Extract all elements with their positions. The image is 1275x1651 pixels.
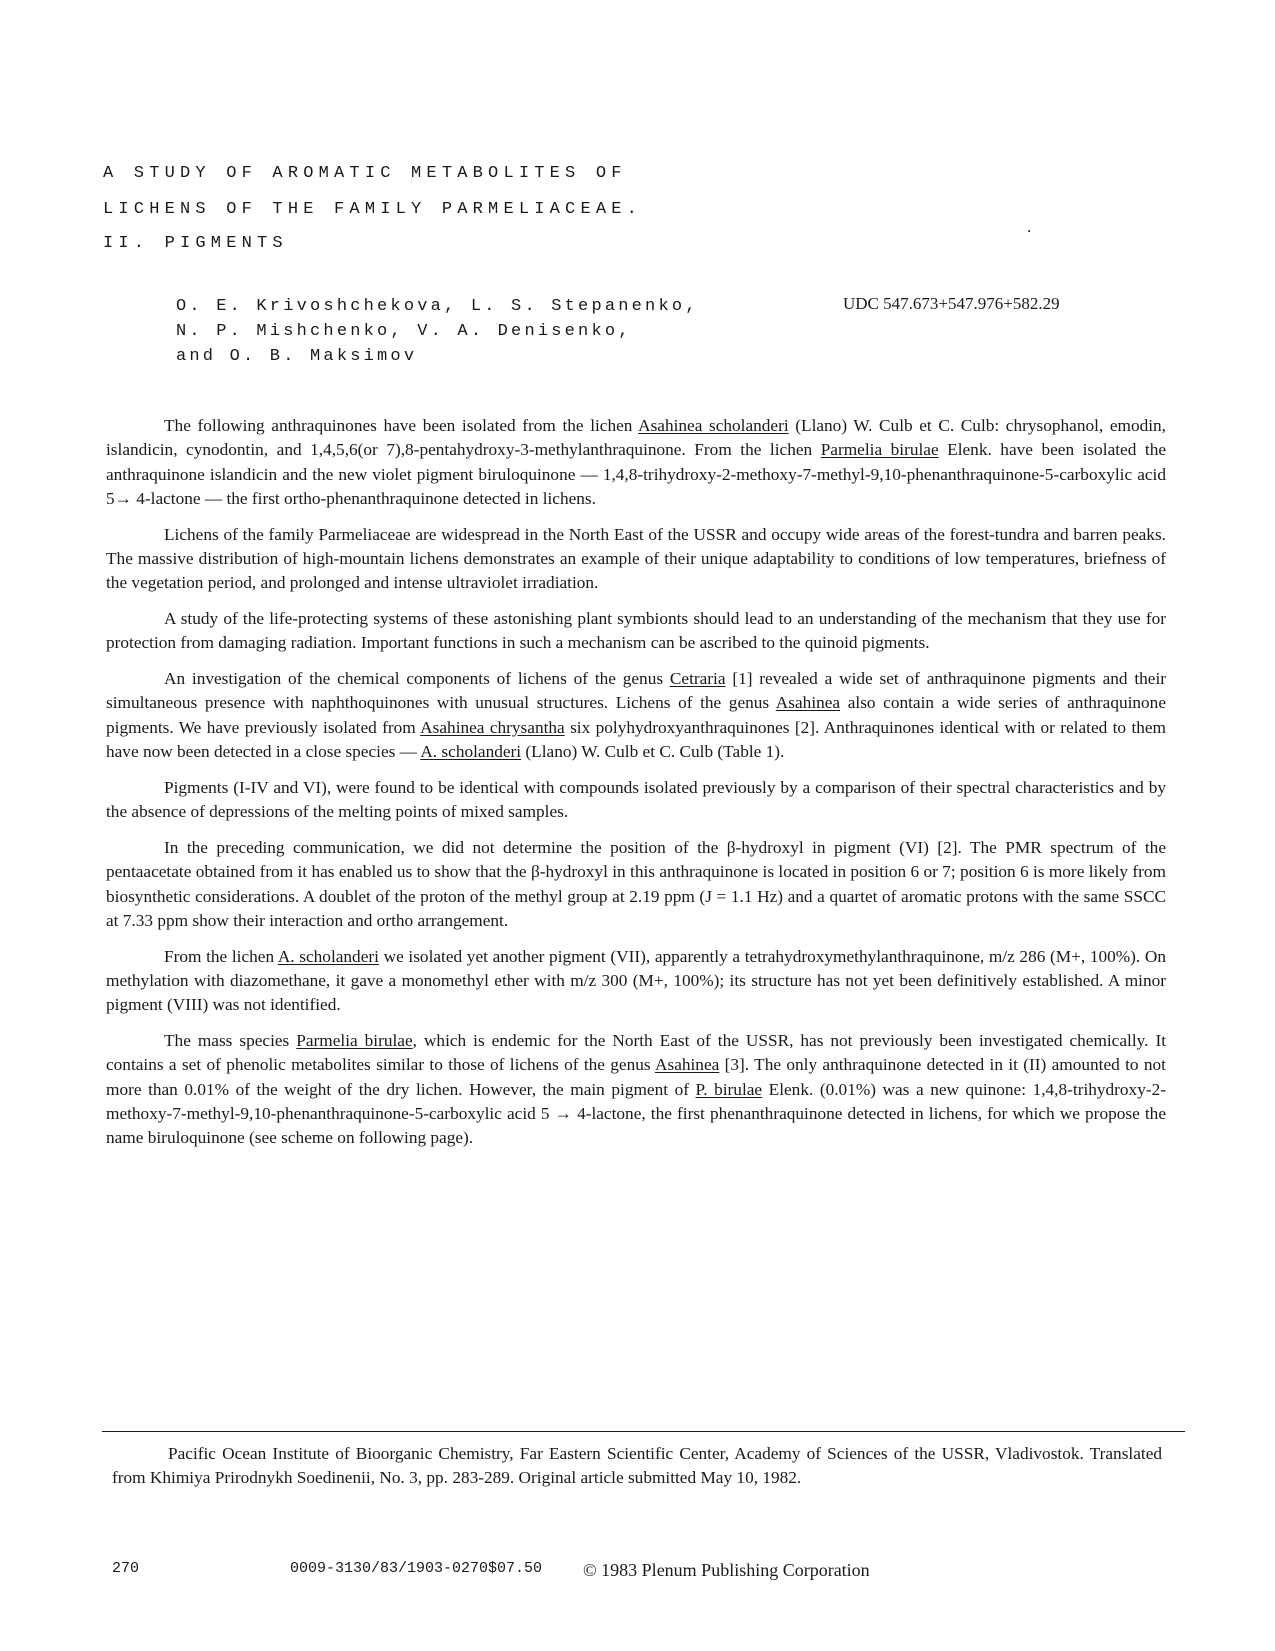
title-line-3: II. PIGMENTS — [103, 234, 288, 253]
body-paragraph: From the lichen A. scholanderi we isolated yet another pigment (VII), apparently a tetrahydroxymethylanthraquinone, m/z 286 (M+, 100%). On methylation with diazomethane, it gave a monomethyl ether with m/z 300 (M+, 100%); its structure has not yet been definitively established. A minor pigment (VIII) was not identified. — [106, 946, 1167, 1015]
footnote — [112, 1442, 1162, 1491]
body-paragraph: Lichens of the family Parmeliaceae are widespread in the North East of the USSR and occupy wide areas of the forest-tundra and barren peaks. The massive distribution of high-mountain lichens demonstrates an example of their unique adaptability to conditions of low temperatures, briefness of the vegetation period, and prolonged and intense ultraviolet irradiation. — [106, 524, 1166, 593]
genus-name: Asahinea — [654, 1055, 720, 1075]
stray-dot: . — [1027, 217, 1032, 236]
authors-line-1: O. E. Krivoshchekova, L. S. Stepanenko, — [176, 297, 699, 316]
body-paragraph: The mass species Parmelia birulae, which is endemic for the North East of the USSR, has not previously been investigated chemically. It contains a set of phenolic metabolites similar to those of lichens of the genus Asahinea [3]. The only anthraquinone detected in it (II) amounted to not more than 0.01% of the weight of the dry lichen. However, the main pigment of P. birulae Elenk. (0.01%) was a new quinone: 1,4,8-trihydroxy-2-methoxy-7-methyl-9,10-phenanthraquinone-5-carboxylic acid 5 → 4-lactone, the first phenanthraquinone detected in lichens, for which we propose the name biruloquinone (see scheme on following page). — [106, 1031, 1166, 1148]
species-name: A. scholanderi — [277, 946, 379, 966]
species-name: Parmelia birulae — [296, 1031, 413, 1051]
abstract-paragraph: The following anthraquinones have been isolated from the lichen Asahinea scholanderi (Llano) W. Culb et C. Culb: chrysophanol, emodin, islandicin, cynodontin, and 1,4,5,6(or 7),8-pentahydroxy-3-methylanthraquinone. From the lichen Parmelia birulae Elenk. have been isolated the anthraquinone islandicin and the new violet pigment biruloquinone — 1,4,8-trihydroxy-2-methoxy-7-methyl-9,10-phenanthraquinone-5-carboxylic acid 5→ 4-lactone — the first ortho-phenanthraquinone detected in lichens. — [106, 416, 1167, 508]
authors-line-3: and O. B. Maksimov — [176, 347, 418, 366]
title-line-1: A STUDY OF AROMATIC METABOLITES OF — [103, 164, 627, 183]
species-name: A. scholanderi — [420, 742, 522, 762]
footnote-text: Pacific Ocean Institute of Bioorganic Chemistry, Far Eastern Scientific Center, Academy of Sciences of the USSR, Vladivostok. Translated from Khimiya Prirodnykh Soedinenii, No. 3, pp. 283-289. Original article submitted May 10, 1982. — [112, 1444, 1162, 1488]
species-name: Asahinea chrysantha — [420, 717, 565, 737]
body-paragraph: An investigation of the chemical components of lichens of the genus Cetraria [1] revealed a wide set of anthraquinone pigments and their simultaneous presence with naphthoquinones with unusual structures. Lichens of the genus Asahinea also contain a wide series of anthraquinone pigments. We have previously isolated from Asahinea chrysantha six polyhydroxyanthraquinones [2]. Anthraquinones identical with or related to them have now been detected in a close species — A. scholanderi (Llano) W. Culb et C. Culb (Table 1). — [106, 669, 1167, 762]
copyright-line: © 1983 Plenum Publishing Corporation — [583, 1560, 870, 1580]
body-paragraph: Pigments (I-IV and VI), were found to be identical with compounds isolated previously by a comparison of their spectral characteristics and by the absence of depressions of the melting points of mixed samples. — [106, 777, 1166, 822]
authors-line-2: N. P. Mishchenko, V. A. Denisenko, — [176, 322, 632, 341]
article-code: 0009-3130/83/1903-0270$07.50 — [290, 1560, 543, 1577]
page-number: 270 — [112, 1560, 140, 1577]
author-block — [176, 294, 699, 369]
genus-name: Cetraria — [669, 669, 726, 689]
species-name: P. birulae — [695, 1079, 763, 1099]
body-paragraph: In the preceding communication, we did not determine the position of the β-hydroxyl in pigment (VI) [2]. The PMR spectrum of the pentaacetate obtained from it has enabled us to show that the β-hydroxyl in this anthraquinone is located in position 6 or 7; position 6 is more likely from biosynthetic considerations. A doublet of the proton of the methyl group at 2.19 ppm (J = 1.1 Hz) and a quartet of aromatic protons with the same SSCC at 7.33 ppm show their interaction and ortho arrangement. — [106, 837, 1166, 930]
species-name: Asahinea scholanderi — [638, 416, 789, 435]
body-paragraph: A study of the life-protecting systems of these astonishing plant symbionts should lead to an understanding of the mechanism that they use for protection from damaging radiation. Important functions in such a mechanism can be ascribed to the quinoid pigments. — [106, 609, 1166, 653]
footnote-divider — [102, 1431, 1185, 1432]
udc-code: UDC 547.673+547.976+582.29 — [843, 294, 1060, 313]
species-name: Parmelia birulae — [820, 440, 939, 460]
title-line-2: LICHENS OF THE FAMILY PARMELIACEAE. — [103, 200, 643, 219]
article-body — [106, 414, 1166, 1162]
genus-name: Asahinea — [775, 693, 841, 713]
